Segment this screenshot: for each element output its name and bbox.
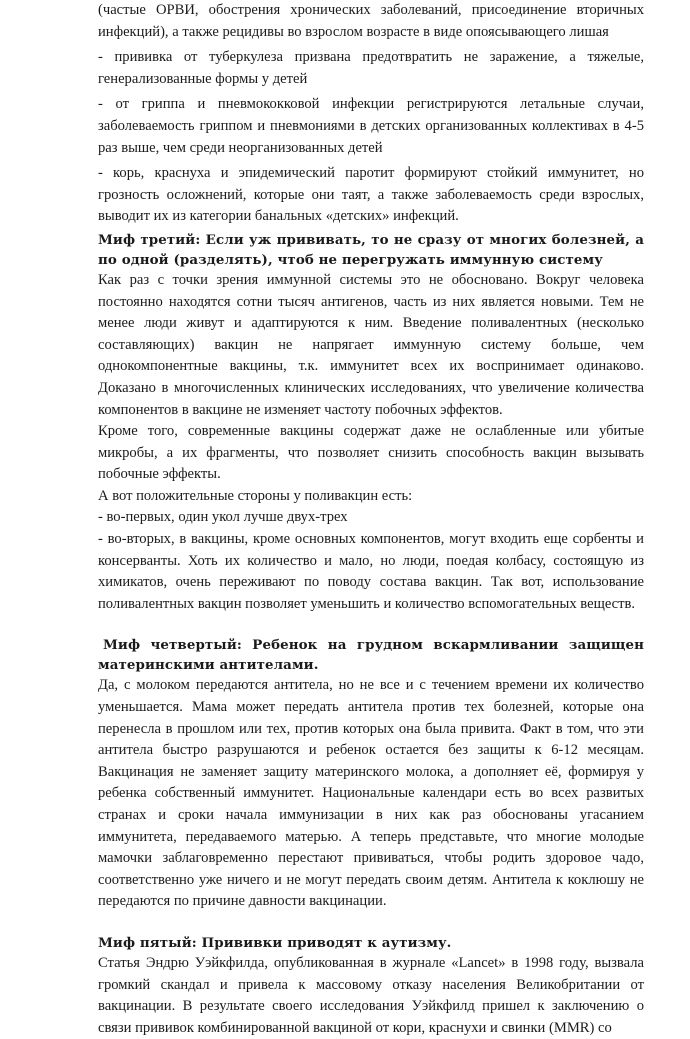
myth4-heading: Миф четвертый: Ребенок на грудном вскармливании защищен материнскими антителами. bbox=[98, 637, 644, 674]
intro-list-item: - корь, краснуха и эпидемический паротит формируют стойкий иммунитет, но грозность осложнений, которые они таят, а также заболеваемость среди взрослых, выводит их из категории банальных «детских» инфекций. bbox=[98, 165, 644, 225]
myth3-heading: Миф третий: Если уж прививать, то не сразу от многих болезней, а по одной (разделять), чтоб не перегружать иммунную систему bbox=[98, 231, 644, 268]
myth5-paragraph: Статья Эндрю Уэйкфилда, опубликованная в журнале «Lancet» в 1998 году, вызвала громкий скандал и привела к массовому отказу населения Великобритании от вакцинации. В результате своего исследования Уэйкфилд пришел к заключению о связи прививок комбинированной вакциной от кори, краснухи и свинки (MMR) со bbox=[98, 954, 644, 1036]
myth3-paragraph: А вот положительные стороны у поливакцин есть: bbox=[98, 487, 413, 504]
intro-list-item: - прививка от туберкулеза призвана предотвратить не заражение, а тяжелые, генерализованные формы у детей bbox=[98, 49, 644, 87]
myth3-paragraph: Кроме того, современные вакцины содержат даже не ослабленные или убитые микробы, а их фрагменты, что позволяет снизить способность вакцин вызывать побочные эффекты. bbox=[98, 423, 644, 483]
myth3-list-item: - во-вторых, в вакцины, кроме основных компонентов, могут входить еще сорбенты и консерванты. Хоть их количество и мало, но люди, поедая колбасу, состоящую из химикатов, очень переживают по поводу состава вакцин. Так вот, использование поливалентных вакцин позволяет уменьшить и количество вспомогательных веществ. bbox=[98, 531, 644, 612]
document-page bbox=[98, 0, 644, 1039]
intro-paragraph: (частые ОРВИ, обострения хронических заболеваний, присоединение вторичных инфекций), а также рецидивы во взрослом возрасте в виде опоясывающего лишая bbox=[98, 2, 644, 40]
myth3-paragraph: Как раз с точки зрения иммунной системы это не обосновано. Вокруг человека постоянно находятся сотни тысяч антигенов, часть из них является новыми. Тем не менее люди живут и адаптируются к ним. Введение поливалентных (несколько составляющих) вакцин не напрягает иммунную систему больше, чем однокомпонентные вакцины, т.к. иммунитет всех их воспринимает одинаково. Доказано в многочисленных клинических исследованиях, что увеличение количества компонентов в вакцине не изменяет частоту побочных эффектов. bbox=[98, 271, 644, 418]
intro-list-item: - от гриппа и пневмококковой инфекции регистрируются летальные случаи, заболеваемость гриппом и пневмониями в детских организованных коллективах в 4-5 раз выше, чем среди неорганизованных детей bbox=[98, 96, 644, 156]
myth3-list-item: - во-первых, один укол лучше двух-трех bbox=[98, 509, 348, 526]
myth5-heading: Миф пятый: Прививки приводят к аутизму. bbox=[98, 934, 452, 951]
myth4-paragraph: Да, с молоком передаются антитела, но не все и с течением времени их количество уменьшается. Мама может передать антитела против тех болезней, которые она перенесла в прошлом или тех, против которых она была привита. Факт в том, что эти антитела быстро разрушаются и ребенок остается без защиты к 6-12 месяцам. Вакцинация не заменяет защиту материнского молока, а дополняет её, формируя у ребенка собственный иммунитет. Национальные календари есть во всех развитых странах и сроки начала иммунизации в них как раз обоснованы угасанием иммунитета, передаваемого матерью. А теперь представьте, что многие молодые мамочки заблаговременно перестают прививаться, чтобы родить здоровое чадо, соответственно уже ничего и не могут передать своим детям. Антитела к коклюшу не передаются по причине давности вакцинации. bbox=[98, 677, 644, 910]
